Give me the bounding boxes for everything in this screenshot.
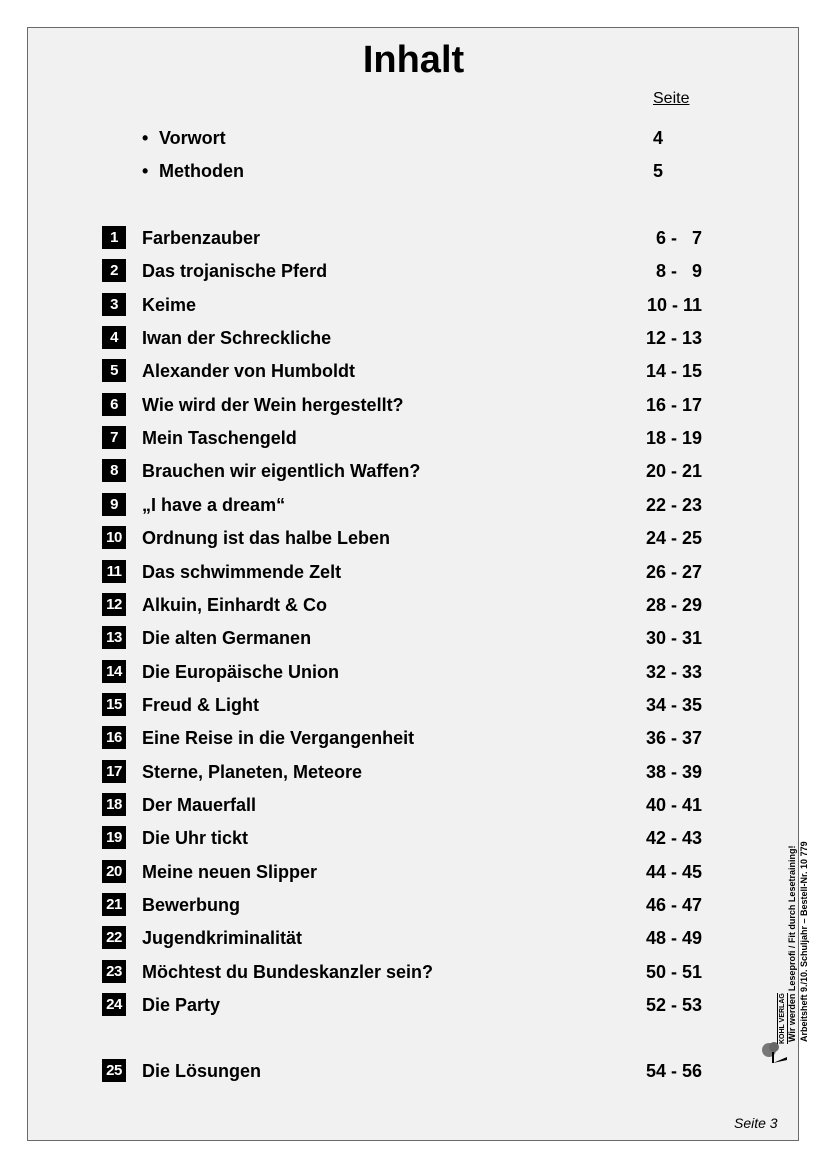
chapter-pages: 16 - 17 (645, 395, 702, 415)
chapter-number-badge: 21 (102, 893, 126, 916)
toc-entry (102, 626, 702, 650)
toc-entry (102, 960, 702, 984)
chapter-title: Jugendkriminalität (142, 928, 303, 948)
chapter-title: Das trojanische Pferd (142, 261, 328, 281)
chapter-title: Ordnung ist das halbe Leben (142, 528, 391, 548)
toc-entry (102, 760, 702, 784)
chapter-number-badge: 6 (102, 393, 126, 416)
chapter-pages: 6 - 7 (655, 228, 702, 248)
toc-entry (102, 493, 702, 517)
toc-entry (102, 459, 702, 483)
toc-entry (102, 993, 702, 1017)
chapter-title: Die Uhr tickt (142, 828, 249, 848)
chapter-pages: 26 - 27 (645, 562, 702, 582)
toc-entry (102, 926, 702, 950)
chapter-number-badge: 4 (102, 326, 126, 349)
chapter-number-badge: 2 (102, 259, 126, 282)
intro-item-label: Vorwort (159, 128, 226, 148)
chapter-number-badge: 23 (102, 960, 126, 983)
toc-entry (102, 1059, 702, 1083)
chapter-number-badge: 14 (102, 660, 126, 683)
chapter-number-badge: 22 (102, 926, 126, 949)
chapter-title: Der Mauerfall (142, 795, 257, 815)
chapter-pages: 28 - 29 (645, 595, 702, 615)
chapter-number-badge: 19 (102, 826, 126, 849)
chapter-number-badge: 20 (102, 860, 126, 883)
toc-entry (102, 393, 702, 417)
toc-entry (102, 560, 702, 584)
page-number: Seite 3 (734, 1115, 778, 1131)
chapter-pages: 44 - 45 (645, 862, 702, 882)
chapter-title: Die Lösungen (142, 1061, 262, 1081)
page-title: Inhalt (362, 39, 465, 81)
bullet-icon: • (142, 128, 149, 148)
chapter-pages: 36 - 37 (645, 728, 702, 748)
toc-entry (102, 726, 702, 750)
chapter-title: Eine Reise in die Vergangenheit (142, 728, 415, 748)
toc-entry (102, 593, 702, 617)
chapter-pages: 8 - 9 (655, 261, 702, 281)
chapter-pages: 40 - 41 (645, 795, 702, 815)
toc-entry (102, 860, 702, 884)
series-info-line-2: Arbeitsheft 9./10. Schuljahr – Bestell-Nr. 10 779 (799, 841, 809, 1042)
chapter-title: Iwan der Schreckliche (142, 328, 332, 348)
page-column-header: Seite (653, 90, 690, 107)
chapter-pages: 12 - 13 (645, 328, 702, 348)
chapter-title: Brauchen wir eigentlich Waffen? (142, 461, 421, 481)
chapter-title: „I have a dream“ (142, 495, 286, 515)
toc-entry (102, 826, 702, 850)
intro-item (142, 159, 702, 183)
chapter-pages: 50 - 51 (645, 962, 702, 982)
chapter-pages: 14 - 15 (645, 361, 702, 381)
intro-item-page: 4 (653, 128, 664, 148)
bullet-icon: • (142, 161, 149, 181)
chapter-title: Die alten Germanen (142, 628, 312, 648)
chapter-number-badge: 18 (102, 793, 126, 816)
publisher-logo-text: KOHL VERLAG (779, 993, 786, 1044)
chapter-number-badge: 9 (102, 493, 126, 516)
chapter-number-badge: 7 (102, 426, 126, 449)
chapter-title: Wie wird der Wein hergestellt? (142, 395, 404, 415)
chapter-pages: 38 - 39 (645, 762, 702, 782)
toc-entry (102, 893, 702, 917)
chapter-pages: 34 - 35 (645, 695, 702, 715)
chapter-pages: 48 - 49 (645, 928, 702, 948)
chapter-number-badge: 12 (102, 593, 126, 616)
chapter-number-badge: 15 (102, 693, 126, 716)
chapter-pages: 22 - 23 (645, 495, 702, 515)
chapter-pages: 46 - 47 (645, 895, 702, 915)
chapter-number-badge: 11 (102, 560, 126, 583)
toc-entry (102, 293, 702, 317)
toc-entry (102, 693, 702, 717)
chapter-pages: 24 - 25 (645, 528, 702, 548)
intro-item-page: 5 (653, 161, 664, 181)
intro-item-label: Methoden (159, 161, 244, 181)
chapter-title: Bewerbung (142, 895, 241, 915)
toc-entry (102, 793, 702, 817)
chapter-pages: 42 - 43 (645, 828, 702, 848)
chapter-number-badge: 5 (102, 359, 126, 382)
chapter-number-badge: 24 (102, 993, 126, 1016)
chapter-title: Das schwimmende Zelt (142, 562, 342, 582)
chapter-title: Alexander von Humboldt (142, 361, 356, 381)
chapter-number-badge: 1 (102, 226, 126, 249)
toc-entry (102, 359, 702, 383)
chapter-title: Die Party (142, 995, 221, 1015)
chapter-pages: 18 - 19 (645, 428, 702, 448)
chapter-number-badge: 16 (102, 726, 126, 749)
chapter-title: Keime (142, 295, 197, 315)
chapter-title: Freud & Light (142, 695, 259, 715)
chapter-title: Die Europäische Union (142, 662, 340, 682)
chapter-number-badge: 17 (102, 760, 126, 783)
chapter-pages: 30 - 31 (645, 628, 702, 648)
toc-entry (102, 259, 702, 283)
chapter-title: Möchtest du Bundeskanzler sein? (142, 962, 434, 982)
toc-entry (102, 660, 702, 684)
chapter-number-badge: 13 (102, 626, 126, 649)
toc-entry (102, 426, 702, 450)
chapter-number-badge: 10 (102, 526, 126, 549)
chapter-title: Meine neuen Slipper (142, 862, 318, 882)
chapter-title: Farbenzauber (142, 228, 261, 248)
chapter-number-badge: 8 (102, 459, 126, 482)
chapter-title: Sterne, Planeten, Meteore (142, 762, 363, 782)
chapter-title: Mein Taschengeld (142, 428, 297, 448)
intro-item (142, 126, 702, 150)
toc-entry (102, 226, 702, 250)
series-info-line-1: Wir werden Leseprofi / Fit durch Lesetraining! (787, 845, 797, 1042)
chapter-pages: 54 - 56 (645, 1061, 702, 1081)
chapter-pages: 52 - 53 (645, 995, 702, 1015)
chapter-pages: 32 - 33 (645, 662, 702, 682)
toc-entry (102, 526, 702, 550)
chapter-pages: 10 - 11 (646, 295, 702, 315)
toc-entry (102, 326, 702, 350)
chapter-pages: 20 - 21 (645, 461, 702, 481)
series-info (786, 742, 810, 1042)
chapter-title: Alkuin, Einhardt & Co (142, 595, 328, 615)
chapter-number-badge: 25 (102, 1059, 126, 1082)
chapter-number-badge: 3 (102, 293, 126, 316)
